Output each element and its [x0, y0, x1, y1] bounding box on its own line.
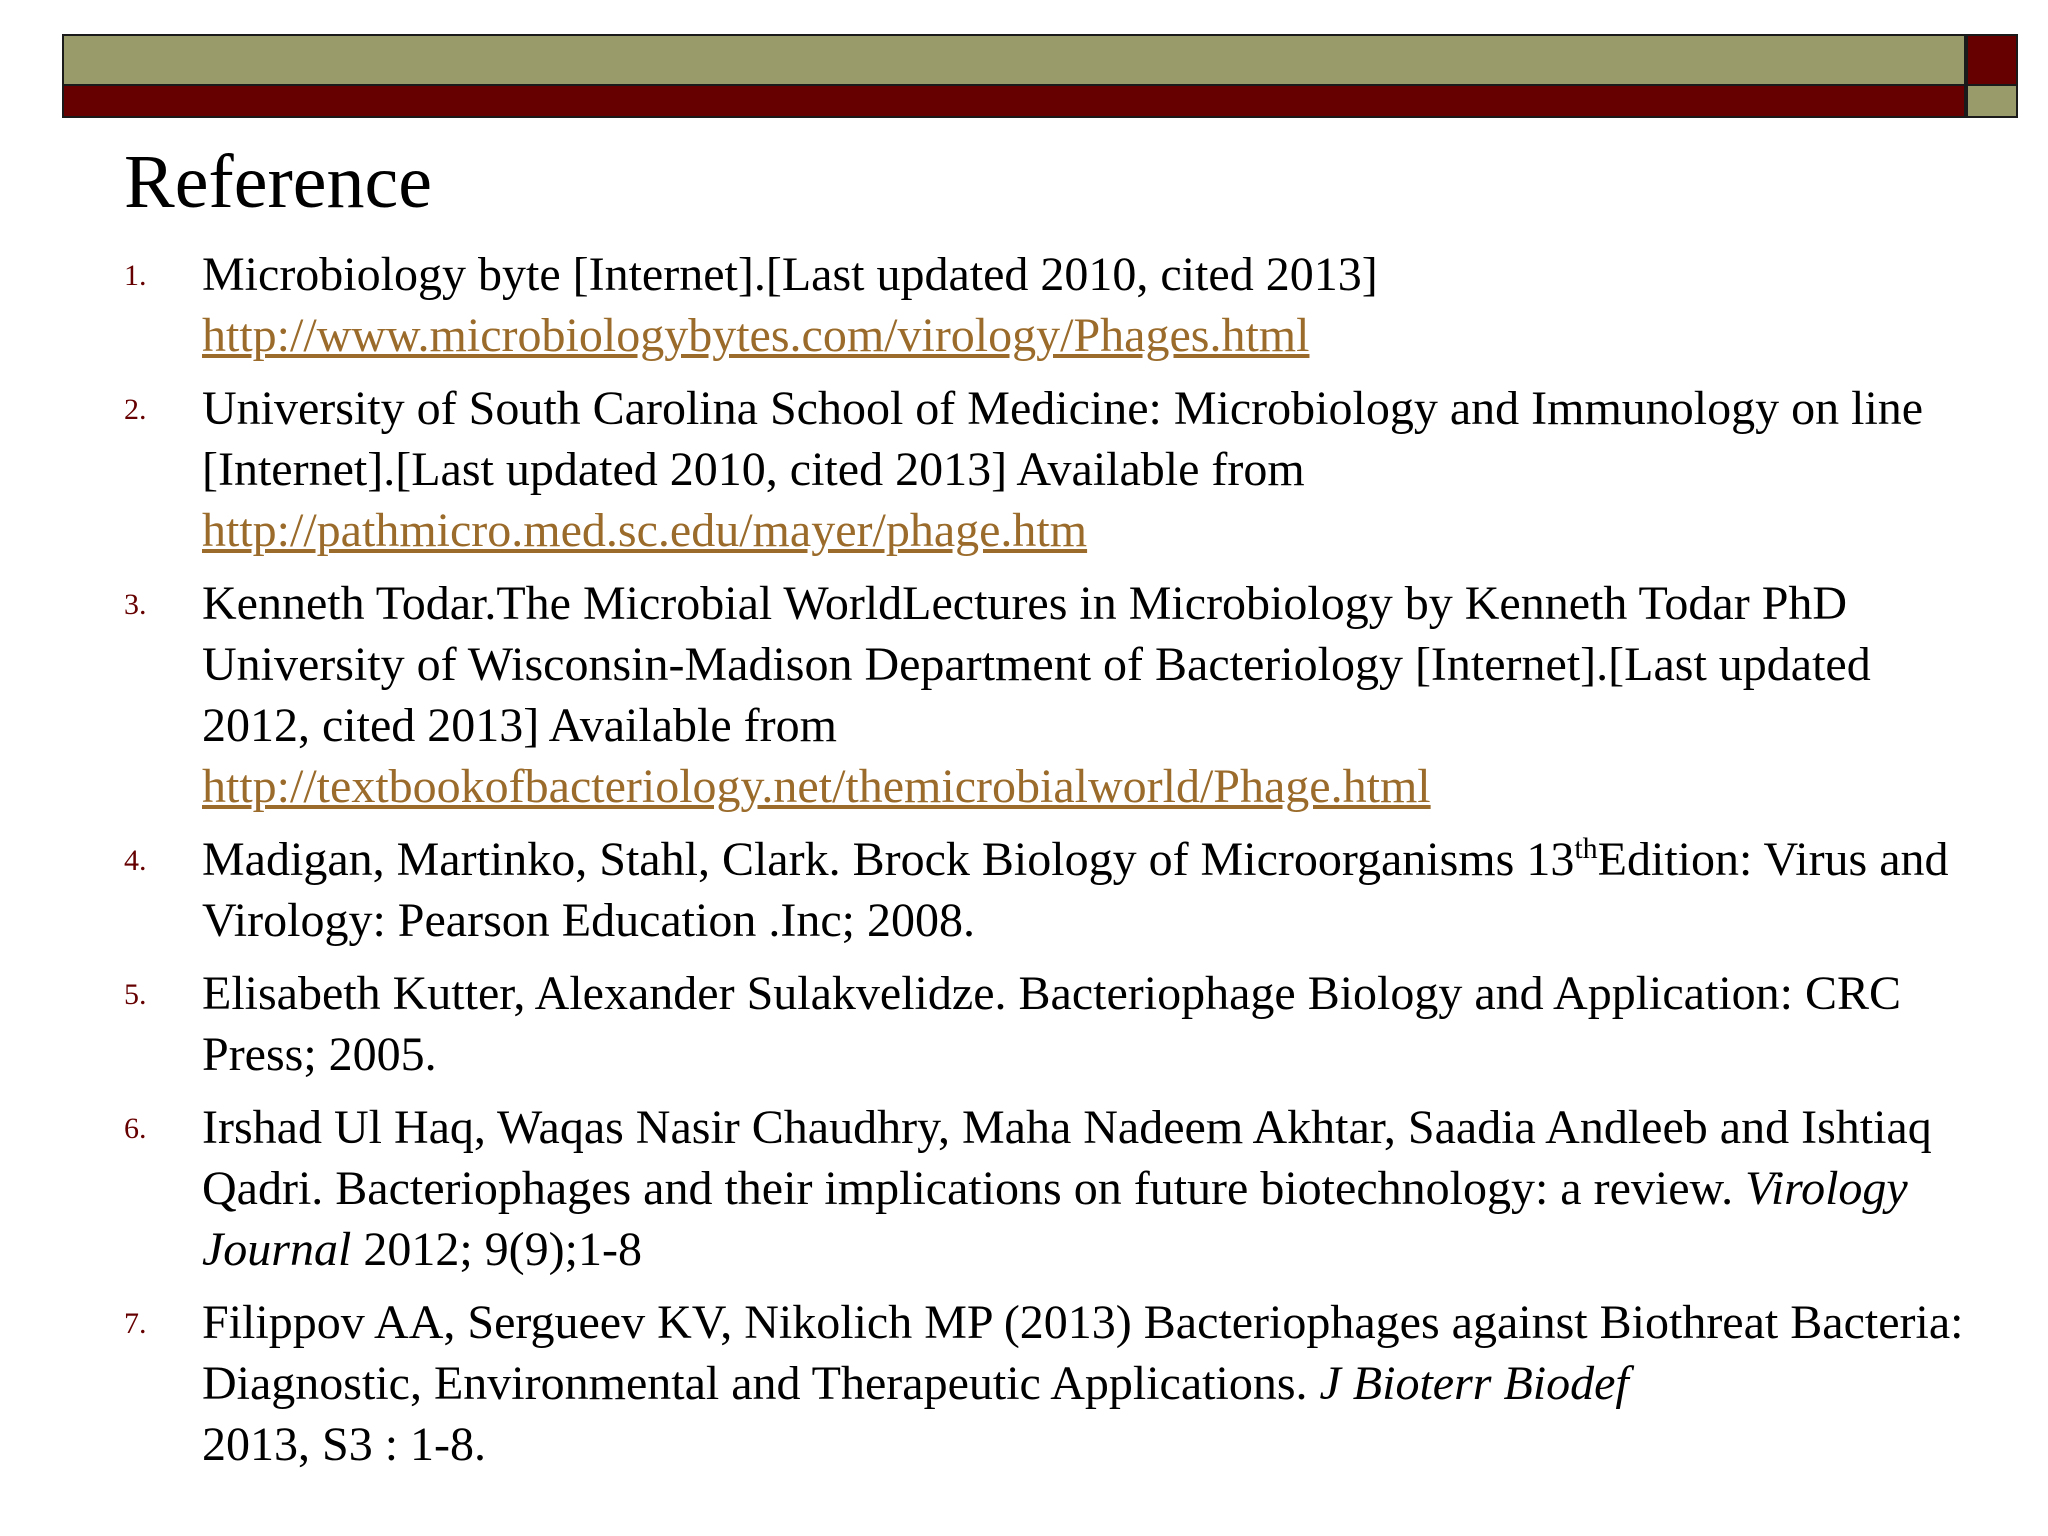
journal-name: J Bioterr Biodef	[1319, 1357, 1629, 1410]
journal-name: Virology Journal	[202, 1162, 1908, 1276]
reference-number: 4.	[124, 844, 147, 877]
ordinal-superscript: th	[1574, 832, 1598, 865]
reference-citation: 2013, S3 : 1-8.	[202, 1418, 487, 1471]
reference-text: Madigan, Martinko, Stahl, Clark. Brock Biology of Microorganisms 13	[202, 833, 1575, 886]
header-band-maroon	[62, 86, 1966, 118]
reference-item-2	[124, 378, 1984, 561]
reference-list	[124, 244, 1984, 1487]
reference-number: 6.	[124, 1112, 147, 1145]
reference-citation: 2012; 9(9);1-8	[363, 1223, 642, 1276]
reference-text: University of South Carolina School of Medicine: Microbiology and Immunology on line [Internet].[Last updated 2010, cited 2013] Available from	[202, 382, 1924, 496]
reference-text: Microbiology byte [Internet].[Last updated 2010, cited 2013]	[202, 248, 1378, 301]
reference-item-1	[124, 244, 1984, 366]
reference-number: 3.	[124, 588, 147, 621]
reference-text-continued: Edition: Virus and Virology: Pearson Education .Inc; 2008.	[202, 833, 1949, 947]
reference-item-5	[124, 963, 1984, 1085]
slide-title: Reference	[124, 140, 432, 224]
reference-text: Kenneth Todar.The Microbial WorldLectures in Microbiology by Kenneth Todar PhD University of Wisconsin-Madison Department of Bacteriology [Internet].[Last updated 2012, cited 2013] Available from	[202, 577, 1896, 752]
reference-number: 2.	[124, 393, 147, 426]
reference-item-3	[124, 573, 1984, 817]
reference-number: 1.	[124, 259, 147, 292]
header-band-olive	[62, 34, 1966, 86]
reference-link[interactable]: http://textbookofbacteriology.net/themicrobialworld/Phage.html	[202, 760, 1431, 813]
reference-number: 5.	[124, 978, 147, 1011]
reference-link[interactable]: http://pathmicro.med.sc.edu/mayer/phage.htm	[202, 504, 1088, 557]
reference-item-7	[124, 1292, 1984, 1475]
reference-item-6	[124, 1097, 1984, 1280]
reference-text: Elisabeth Kutter, Alexander Sulakvelidze. Bacteriophage Biology and Application: CRC Press; 2005.	[202, 967, 1902, 1081]
header-corner-maroon	[1966, 34, 2018, 86]
reference-item-4	[124, 829, 1984, 951]
header-corner-olive	[1966, 86, 2018, 118]
reference-text: Irshad Ul Haq, Waqas Nasir Chaudhry, Maha Nadeem Akhtar, Saadia Andleeb and Ishtiaq Qadri. Bacteriophages and their implications on future biotechnology: a review.	[202, 1101, 1932, 1215]
reference-number: 7.	[124, 1307, 147, 1340]
reference-link[interactable]: http://www.microbiologybytes.com/virology/Phages.html	[202, 309, 1310, 362]
reference-text: Filippov AA, Sergueev KV, Nikolich MP (2013) Bacteriophages against Biothreat Bacteria: Diagnostic, Environmental and Therapeutic Applications.	[202, 1296, 1964, 1410]
